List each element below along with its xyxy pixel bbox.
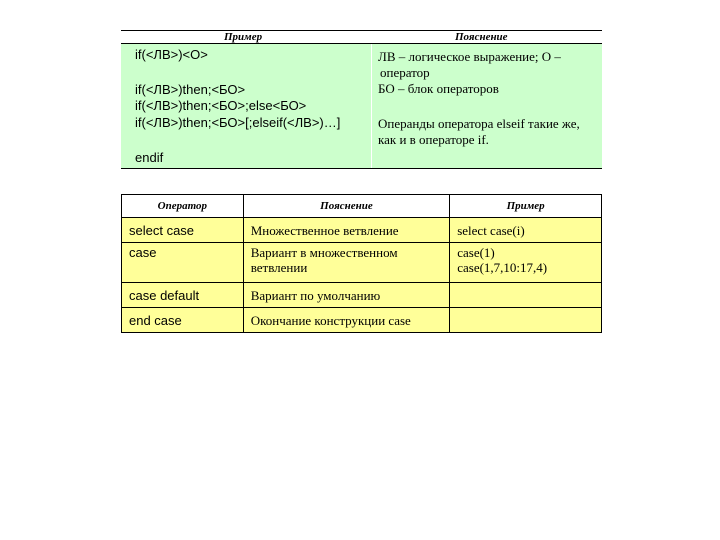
code-line-endif: endif bbox=[135, 150, 164, 165]
cell-note bbox=[243, 308, 450, 333]
cell-note bbox=[243, 283, 450, 308]
table-row bbox=[122, 283, 602, 308]
example-select-case: select case(i) bbox=[457, 223, 525, 238]
cell-note bbox=[243, 243, 450, 283]
note-end-case: Окончание конструкции case bbox=[250, 313, 411, 328]
operator-case: case bbox=[129, 245, 157, 260]
code-line-if-else: if(<ЛВ>)then;<БО>;else<БО> bbox=[135, 98, 307, 113]
if-table bbox=[121, 30, 602, 169]
select-case-table bbox=[121, 194, 602, 333]
header-note: Пояснение bbox=[243, 195, 450, 218]
note-lv-line1: ЛВ – логическое выражение; О – bbox=[378, 49, 561, 64]
cell-example bbox=[450, 308, 602, 333]
note-case-default: Вариант по умолчанию bbox=[250, 288, 381, 303]
note-lv-line2: оператор bbox=[380, 65, 430, 80]
note-select-case: Множественное ветвление bbox=[250, 223, 399, 238]
note-case-line2: ветвлении bbox=[250, 260, 308, 275]
cell-operator bbox=[122, 218, 244, 243]
cell-example bbox=[450, 218, 602, 243]
code-line-if-then: if(<ЛВ>)then;<БО> bbox=[135, 82, 246, 97]
if-table-header bbox=[121, 30, 602, 44]
table-row bbox=[122, 308, 602, 333]
operator-select-case: select case bbox=[129, 223, 195, 238]
table-row bbox=[122, 243, 602, 283]
note-case-line1: Вариант в множественном bbox=[250, 245, 398, 260]
example-case-default bbox=[450, 283, 601, 291]
header-example: Пример bbox=[450, 195, 602, 218]
table-header-row bbox=[122, 195, 602, 218]
header-operator: Оператор bbox=[122, 195, 244, 218]
cell-example bbox=[450, 283, 602, 308]
if-header-note: Пояснение bbox=[455, 31, 508, 43]
cell-operator bbox=[122, 308, 244, 333]
code-line-if-simple: if(<ЛВ>)<О> bbox=[135, 47, 208, 62]
example-case-line2: case(1,7,10:17,4) bbox=[457, 260, 548, 275]
cell-operator bbox=[122, 283, 244, 308]
cell-example bbox=[450, 243, 602, 283]
operator-case-default: case default bbox=[129, 288, 200, 303]
cell-note bbox=[243, 218, 450, 243]
note-operands-line2: как и в операторе if. bbox=[378, 132, 489, 147]
code-line-if-elseif: if(<ЛВ>)then;<БО>[;elseif(<ЛВ>)…] bbox=[135, 115, 341, 130]
if-header-example: Пример bbox=[224, 31, 263, 43]
note-operands-line1: Операнды оператора elseif такие же, bbox=[378, 116, 580, 131]
note-bo: БО – блок операторов bbox=[378, 81, 499, 96]
example-case-line1: case(1) bbox=[457, 245, 495, 260]
example-end-case bbox=[450, 308, 601, 316]
cell-operator bbox=[122, 243, 244, 283]
operator-end-case: end case bbox=[129, 313, 182, 328]
table-row bbox=[122, 218, 602, 243]
